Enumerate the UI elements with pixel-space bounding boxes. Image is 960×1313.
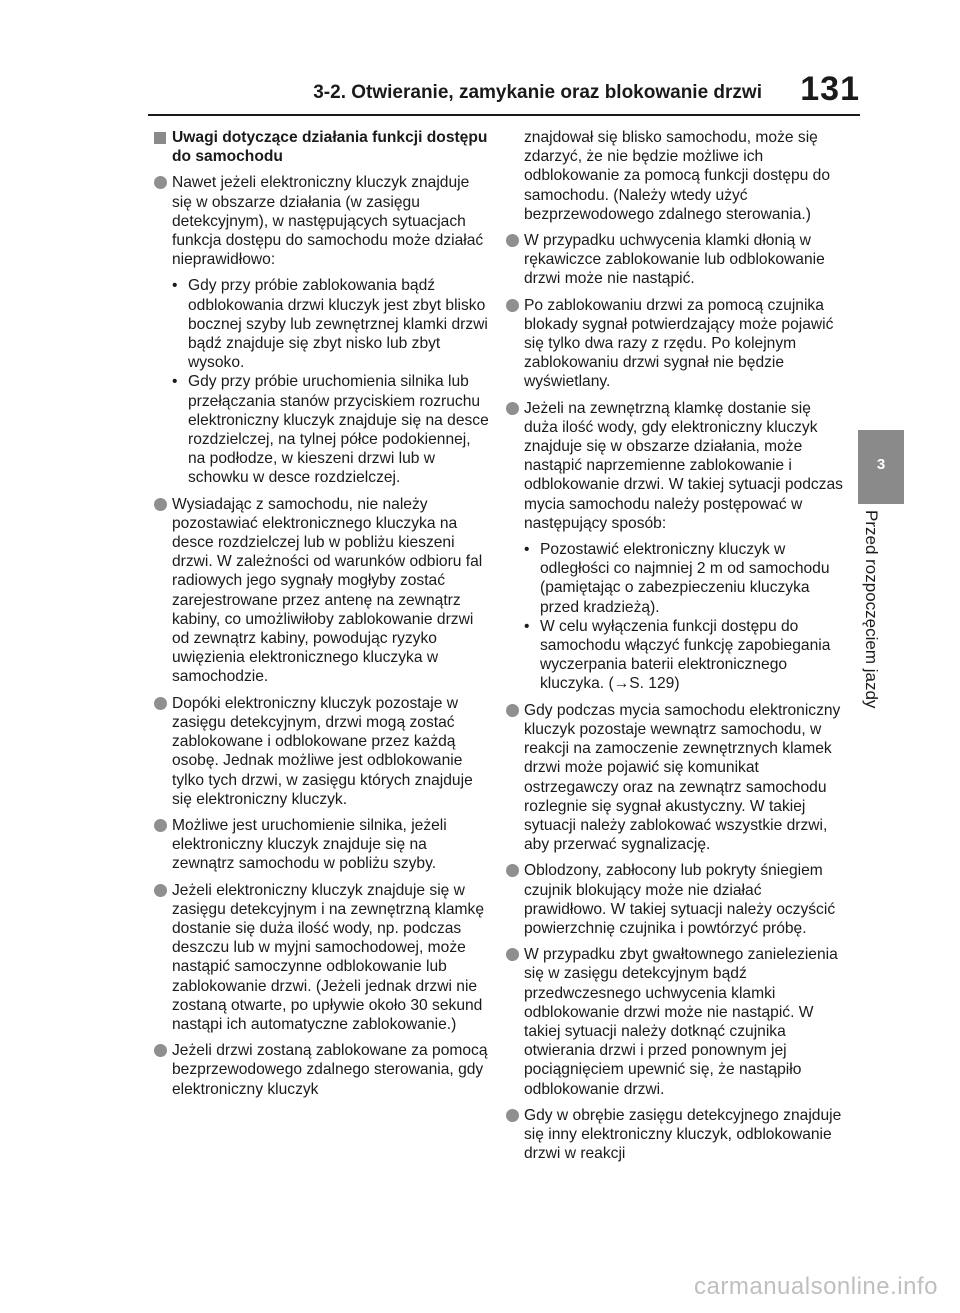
note-paragraph-continued: znajdował się blisko samochodu, może się zdarzyć, że nie będzie możliwe ich odblokowanie za pomocą funkcji dostępu do samochodu. (Należy wtedy użyć bezprzewodowego zdalnego sterowania.) — [524, 129, 831, 223]
note-paragraph — [152, 173, 492, 269]
left-column — [152, 128, 492, 1106]
watermark: carmanualsonline.info — [694, 1273, 938, 1300]
page-number: 131 — [800, 70, 860, 108]
note-paragraph — [152, 816, 492, 874]
note-text: Gdy w obrębie zasięgu detekcyjnego znajduje się inny elektroniczny kluczyk, odblokowanie drzwi w reakcji — [524, 1106, 842, 1163]
section-heading — [152, 128, 492, 166]
note-text: Wysiadając z samochodu, nie należy pozostawiać elektronicznego kluczyka na desce rozdzielczej lub w pobliżu kieszeni drzwi. W zależności od warunków odbioru fal radiowych jego sygnały mogłyby zostać zarejestrowane przez antenę na zewnątrz kabiny, co umożliwiłoby zablokowanie drzwi od zewnątrz kabiny, powodując ryzyko uwięzienia elektronicznego kluczyka w samochodzie. — [172, 495, 483, 686]
note-text: Jeżeli na zewnętrzną klamkę dostanie się duża ilość wody, gdy elektroniczny kluczyk znajduje się w obszarze działania, może nastąpić naprzemienne zablokowanie i odblokowanie drzwi. W takiej sytuacji podczas mycia samochodu należy postępować w następujący sposób: — [524, 399, 843, 532]
note-text: Możliwe jest uruchomienie silnika, jeżeli elektroniczny kluczyk znajduje się na zewnątrz samochodu w pobliżu szyby. — [172, 816, 447, 873]
note-text: Jeżeli drzwi zostaną zablokowane za pomocą bezprzewodowego zdalnego sterowania, gdy elektroniczny kluczyk — [172, 1042, 488, 1098]
note-paragraph — [504, 1106, 844, 1164]
note-paragraph — [504, 231, 844, 289]
circle-bullet-icon — [506, 402, 519, 415]
circle-bullet-icon — [506, 299, 519, 312]
note-paragraph — [152, 495, 492, 687]
sub-bullet-item: • W celu wyłączenia funkcji dostępu do samochodu włączyć funkcję zapobiegania wyczerpania baterii elektronicznego kluczyka. (→S. 129) — [504, 617, 844, 694]
circle-bullet-icon — [506, 1109, 519, 1122]
note-text: W przypadku uchwycenia klamki dłonią w rękawiczce zablokowanie lub odblokowanie drzwi może nie nastąpić. — [524, 232, 825, 288]
circle-bullet-icon — [506, 234, 519, 247]
circle-bullet-icon — [506, 864, 519, 877]
note-text: Oblodzony, zabłocony lub pokryty śniegiem czujnik blokujący może nie działać prawidłowo. W takiej sytuacji należy oczyścić powierzchnię czujnika i powtórzyć próbę. — [524, 862, 836, 937]
circle-bullet-icon — [506, 704, 519, 717]
right-column — [504, 128, 844, 1170]
note-text: Jeżeli elektroniczny kluczyk znajduje się w zasięgu detekcyjnym i na zewnętrzną klamkę dostanie się duża ilość wody, np. podczas deszczu lub w myjni samochodowej, może nastąpić samoczynne odblokowanie lub zablokowanie drzwi. (Jeżeli jednak drzwi nie zostaną otwarte, po upływie około 30 sekund nastąpi ich automatyczne zablokowanie.) — [172, 881, 485, 1033]
sub-bullet-item: • Gdy przy próbie uruchomienia silnika lub przełączania stanów przyciskiem rozruchu elektroniczny kluczyk znajduje się na desce rozdzielczej, na tylnej półce podokiennej, na podłodze, w kieszeni drzwi lub w schowku w desce rozdzielczej. — [152, 372, 492, 487]
note-text: Dopóki elektroniczny kluczyk pozostaje w zasięgu detekcyjnym, drzwi mogą zostać zablokowane i odblokowane przez każdą osobę. Jednak możliwe jest odblokowanie tylko tych drzwi, w zasięgu których znajduje się elektroniczny kluczyk. — [172, 694, 473, 808]
circle-bullet-icon — [154, 697, 167, 710]
section-heading-text: Uwagi dotyczące działania funkcji dostępu do samochodu — [172, 129, 488, 166]
circle-bullet-icon — [154, 498, 167, 511]
note-paragraph — [152, 694, 492, 809]
note-paragraph — [504, 861, 844, 938]
note-paragraph — [504, 945, 844, 1099]
circle-bullet-icon — [154, 176, 167, 189]
note-text: Nawet jeżeli elektroniczny kluczyk znajduje się w obszarze działania (w zasięgu detekcyjnym), w następujących sytuacjach funkcja dostępu do samochodu może działać nieprawidłowo: — [172, 174, 484, 269]
note-text: Gdy podczas mycia samochodu elektroniczny kluczyk pozostaje wewnątrz samochodu, w reakcji na zamoczenie zewnętrznych klamek drzwi może pojawić się komunikat ostrzegawczy oraz na zewnątrz samochodu rozlegnie się sygnał akustyczny. W takiej sytuacji należy zablokować wszystkie drzwi, aby przerwać sygnalizację. — [524, 701, 841, 854]
chapter-number: 3 — [876, 456, 886, 473]
note-paragraph — [504, 296, 844, 392]
section-title: 3-2. Otwieranie, zamykanie oraz blokowanie drzwi — [313, 82, 762, 103]
circle-bullet-icon — [154, 884, 167, 897]
note-text: W przypadku zbyt gwałtownego zanielezienia się w zasięgu detekcyjnym bądź przedwczesnego uchwycenia klamki odblokowanie drzwi może nie nastąpić. W takiej sytuacji należy dotknąć czujnika otwierania drzwi i przed ponownym jej pociągnięciem upewnić się, że nastąpiło odblokowanie drzwi. — [524, 946, 838, 1098]
header-rule — [148, 114, 860, 116]
note-text: Po zablokowaniu drzwi za pomocą czujnika blokady sygnał potwierdzający może pojawić się tylko dwa razy z rzędu. Po kolejnym zablokowaniu drzwi sygnał nie będzie wyświetlany. — [524, 296, 834, 391]
page-header — [0, 70, 860, 120]
note-paragraph — [152, 1041, 492, 1099]
sub-bullet-item: • Pozostawić elektroniczny kluczyk w odległości co najmniej 2 m od samochodu (pamiętając o zabezpieczeniu kluczyka przed kradzieżą). — [504, 540, 844, 617]
note-paragraph — [504, 701, 844, 855]
circle-bullet-icon — [154, 819, 167, 832]
chapter-title: Przed rozpoczęciem jazdy — [862, 510, 881, 709]
note-paragraph — [504, 399, 844, 533]
note-paragraph — [152, 881, 492, 1035]
circle-bullet-icon — [506, 948, 519, 961]
chapter-tab — [858, 430, 904, 504]
circle-bullet-icon — [154, 1044, 167, 1057]
square-bullet-icon — [154, 132, 166, 144]
sub-bullet-item: • Gdy przy próbie zablokowania bądź odblokowania drzwi kluczyk jest zbyt blisko bocznej szyby lub zewnętrznej klamki drzwi bądź znajduje się zbyt nisko lub zbyt wysoko. — [152, 276, 492, 372]
